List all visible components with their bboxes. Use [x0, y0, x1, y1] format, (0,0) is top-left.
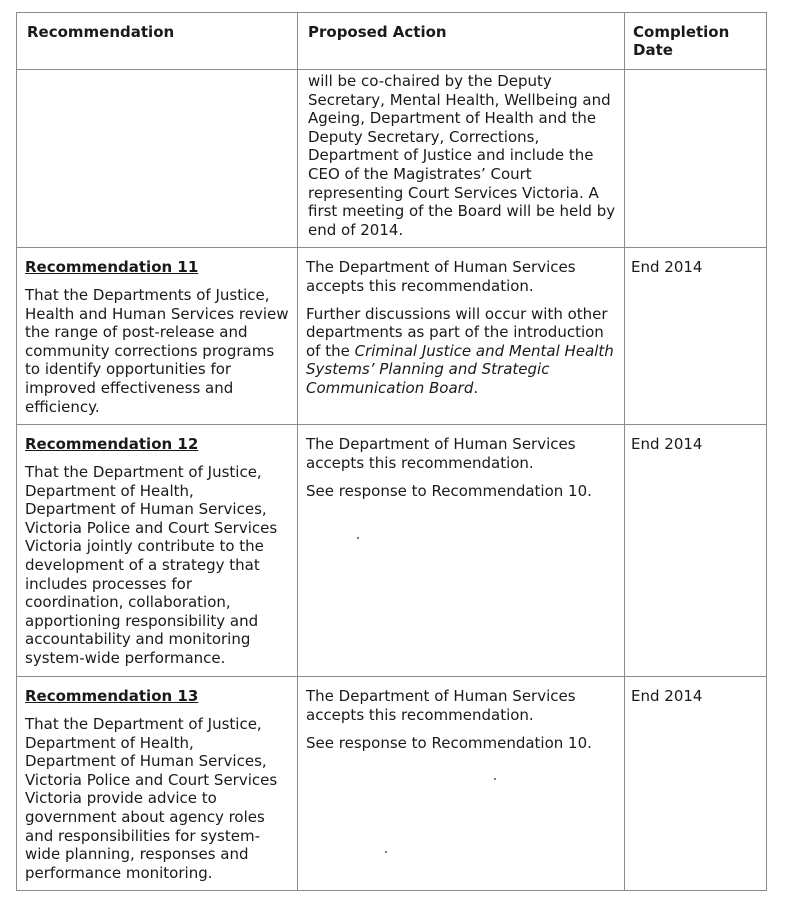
recommendation-cell	[17, 248, 298, 425]
action-cell	[298, 248, 625, 425]
continuation-recommendation-cell	[17, 70, 298, 248]
action-cell	[298, 425, 625, 677]
table-row-recommendation-12	[17, 425, 767, 677]
scan-speck	[494, 778, 496, 780]
action-text: The Department of Human Services accepts this recommendation.	[306, 687, 576, 724]
action-text-reference: See response to Recommendation 10.	[306, 481, 592, 500]
table-row-recommendation-11	[17, 248, 767, 425]
action-text: The Department of Human Services accepts this recommendation.	[306, 435, 576, 472]
completion-date: End 2014	[631, 258, 703, 277]
continuation-date-cell	[625, 70, 767, 248]
action-text-further: Further discussions will occur with other departments as part of the introduction of the Criminal Justice and Mental Health Systems’ Planning and Strategic Communication Board.	[306, 304, 614, 397]
recommendation-title: Recommendation 13	[25, 687, 199, 706]
completion-date: End 2014	[631, 435, 703, 454]
scan-speck	[357, 537, 359, 539]
completion-date: End 2014	[631, 687, 703, 706]
table-row-recommendation-13	[17, 677, 767, 891]
recommendation-body: That the Department of Justice, Department of Health, Department of Human Services, Victoria Police and Court Services Victoria jointly contribute to the development of a strategy that includes processes for coordination, collaboration, apportioning responsibility and accountability and monitoring system-wide performance.	[25, 462, 278, 667]
recommendation-cell	[17, 677, 298, 891]
date-cell	[625, 425, 767, 677]
header-proposed-action: Proposed Action	[298, 13, 625, 70]
recommendation-title: Recommendation 11	[25, 258, 199, 277]
recommendation-title: Recommendation 12	[25, 435, 199, 454]
continuation-action-text: will be co-chaired by the Deputy Secretary, Mental Health, Wellbeing and Ageing, Department of Health and the Deputy Secretary, Corrections, Department of Justice and include the CEO of the Magistrates’ Court representing Court Services Victoria. A first meeting of the Board will be held by end of 2014.	[308, 72, 616, 239]
header-completion-date: Completion Date	[625, 13, 767, 70]
header-recommendation: Recommendation	[17, 13, 298, 70]
action-text-reference: See response to Recommendation 10.	[306, 733, 592, 752]
action-text: The Department of Human Services accepts this recommendation.	[306, 258, 576, 295]
recommendation-body: That the Departments of Justice, Health and Human Services review the range of post-release and community corrections programs to identify opportunities for improved effectiveness and efficiency.	[25, 285, 289, 416]
recommendation-cell	[17, 425, 298, 677]
date-cell	[625, 248, 767, 425]
recommendation-body: That the Department of Justice, Department of Health, Department of Human Services, Victoria Police and Court Services Victoria provide advice to government about agency roles and responsibilities for system-wide planning, responses and performance monitoring.	[25, 714, 278, 882]
table-row-continuation	[17, 70, 767, 248]
action-cell	[298, 677, 625, 891]
table-header-row	[17, 13, 767, 70]
continuation-action-cell	[298, 70, 625, 248]
date-cell	[625, 677, 767, 891]
board-name: Criminal Justice and Mental Health Systems’ Planning and Strategic Communication Board	[306, 341, 614, 397]
recommendations-table	[16, 12, 767, 891]
scan-speck	[385, 851, 387, 853]
